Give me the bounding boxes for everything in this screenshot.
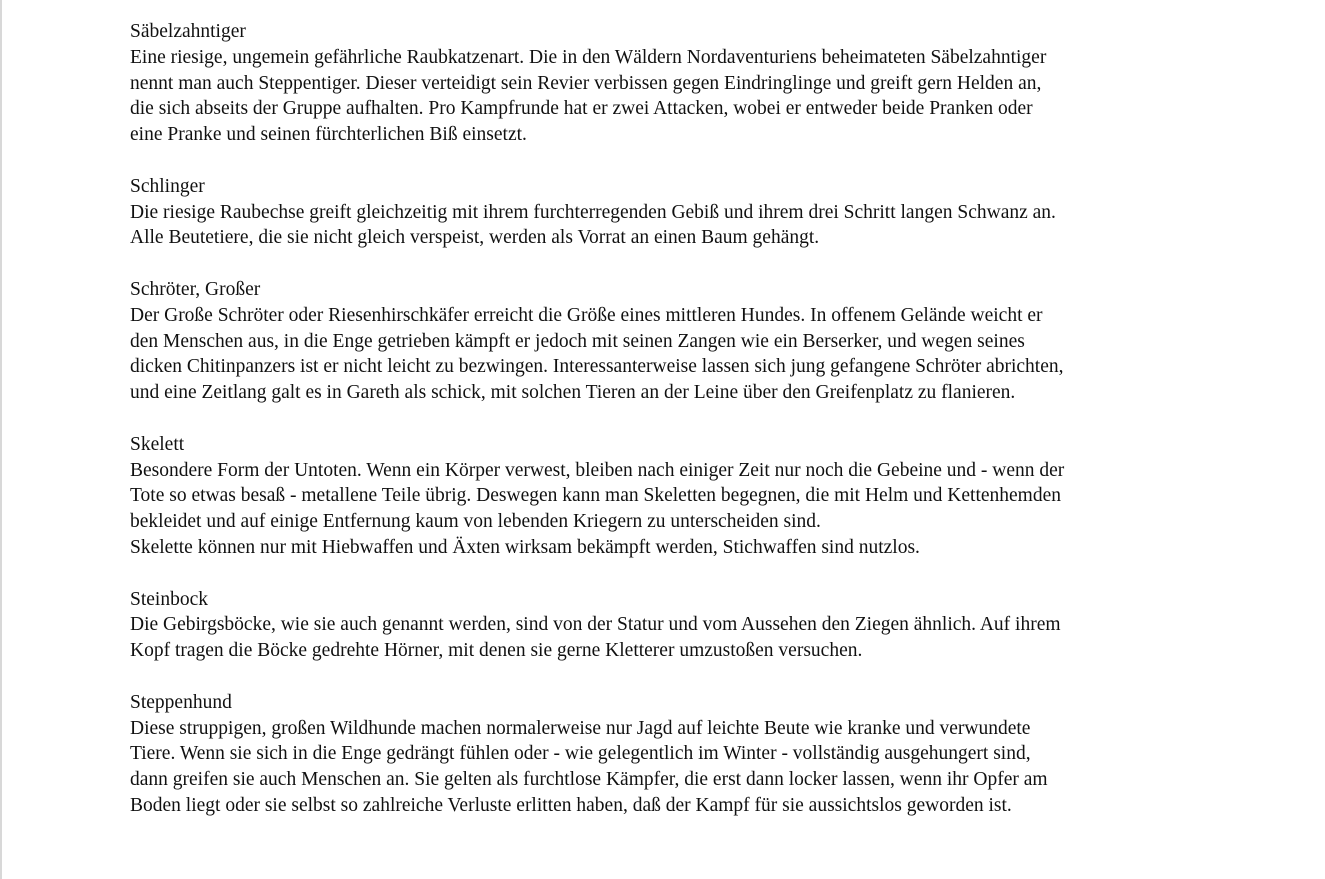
entry-skelett <box>130 432 1230 561</box>
entry-text-line: Skelette können nur mit Hiebwaffen und Äxten wirksam bekämpft werden, Stichwaffen sind nutzlos. <box>130 536 920 558</box>
entry-text-line: Diese struppigen, großen Wildhunde machen normalerweise nur Jagd auf leichte Beute wie kranke und verwundete <box>130 717 1031 739</box>
entry-text-line: und eine Zeitlang galt es in Gareth als schick, mit solchen Tieren an der Leine über den Greifenplatz zu flanieren. <box>130 382 1016 404</box>
entry-text-line: bekleidet und auf einige Entfernung kaum von lebenden Kriegern zu unterscheiden sind. <box>130 511 821 533</box>
entry-text-line: eine Pranke und seinen fürchterlichen Biß einsetzt. <box>130 124 527 146</box>
entry-text-line: Tiere. Wenn sie sich in die Enge gedrängt fühlen oder - wie gelegentlich im Winter - vollständig ausgehungert sind, <box>130 743 1031 765</box>
entry-text-line: den Menschen aus, in die Enge getrieben kämpft er jedoch mit seinen Zangen wie ein Berserker, und wegen seines <box>130 330 1025 352</box>
entry-title: Steinbock <box>130 588 208 610</box>
entry-text-line: dicken Chitinpanzers ist er nicht leicht zu bezwingen. Interessanterweise lassen sich jung gefangene Schröter abrichten, <box>130 356 1064 378</box>
entry-text-line: Tote so etwas besaß - metallene Teile übrig. Deswegen kann man Skeletten begegnen, die mit Helm und Kettenhemden <box>130 485 1062 507</box>
bestiary-text <box>130 19 1230 845</box>
entry-text-line: Boden liegt oder sie selbst so zahlreiche Verluste erlitten haben, daß der Kampf für sie aussichtslos geworden ist. <box>130 794 1012 816</box>
entry-text-line: Die riesige Raubechse greift gleichzeitig mit ihrem furchterregenden Gebiß und ihrem drei Schritt langen Schwanz an. <box>130 201 1056 223</box>
entry-text-line: Besondere Form der Untoten. Wenn ein Körper verwest, bleiben nach einiger Zeit nur noch die Gebeine und - wenn der <box>130 459 1065 481</box>
entry-text-line: Die Gebirgsböcke, wie sie auch genannt werden, sind von der Statur und vom Aussehen den Ziegen ähnlich. Auf ihrem <box>130 614 1061 636</box>
entry-schroeter-grosser <box>130 277 1230 406</box>
entry-title: Säbelzahntiger <box>130 21 246 42</box>
entry-steppenhund <box>130 690 1230 819</box>
entry-text-line: dann greifen sie auch Menschen an. Sie gelten als furchtlose Kämpfer, die erst dann locker lassen, wenn ihr Opfer am <box>130 769 1048 791</box>
entry-schlinger <box>130 174 1230 251</box>
entry-text-line: nennt man auch Steppentiger. Dieser verteidigt sein Revier verbissen gegen Eindringlinge und greift gern Helden an, <box>130 72 1042 94</box>
entry-title: Skelett <box>130 433 185 455</box>
entry-text-line: Der Große Schröter oder Riesenhirschkäfer erreicht die Größe eines mittleren Hundes. In offenem Gelände weicht er <box>130 304 1043 326</box>
entry-text-line: Alle Beutetiere, die sie nicht gleich verspeist, werden als Vorrat an einen Baum gehängt. <box>130 227 820 249</box>
entry-title: Schlinger <box>130 175 205 197</box>
entry-steinbock <box>130 587 1230 664</box>
entry-text-line: Eine riesige, ungemein gefährliche Raubkatzenart. Die in den Wäldern Nordaventuriens beheimateten Säbelzahntiger <box>130 46 1047 68</box>
entry-text-line: die sich abseits der Gruppe aufhalten. Pro Kampfrunde hat er zwei Attacken, wobei er entweder beide Pranken oder <box>130 98 1033 120</box>
entry-text-line: Kopf tragen die Böcke gedrehte Hörner, mit denen sie gerne Kletterer umzustoßen versuchen. <box>130 640 863 662</box>
entry-title: Steppenhund <box>130 691 232 713</box>
page-left-border <box>0 0 2 879</box>
entry-title: Schröter, Großer <box>130 278 261 300</box>
entry-saebelzahntiger <box>130 19 1230 148</box>
